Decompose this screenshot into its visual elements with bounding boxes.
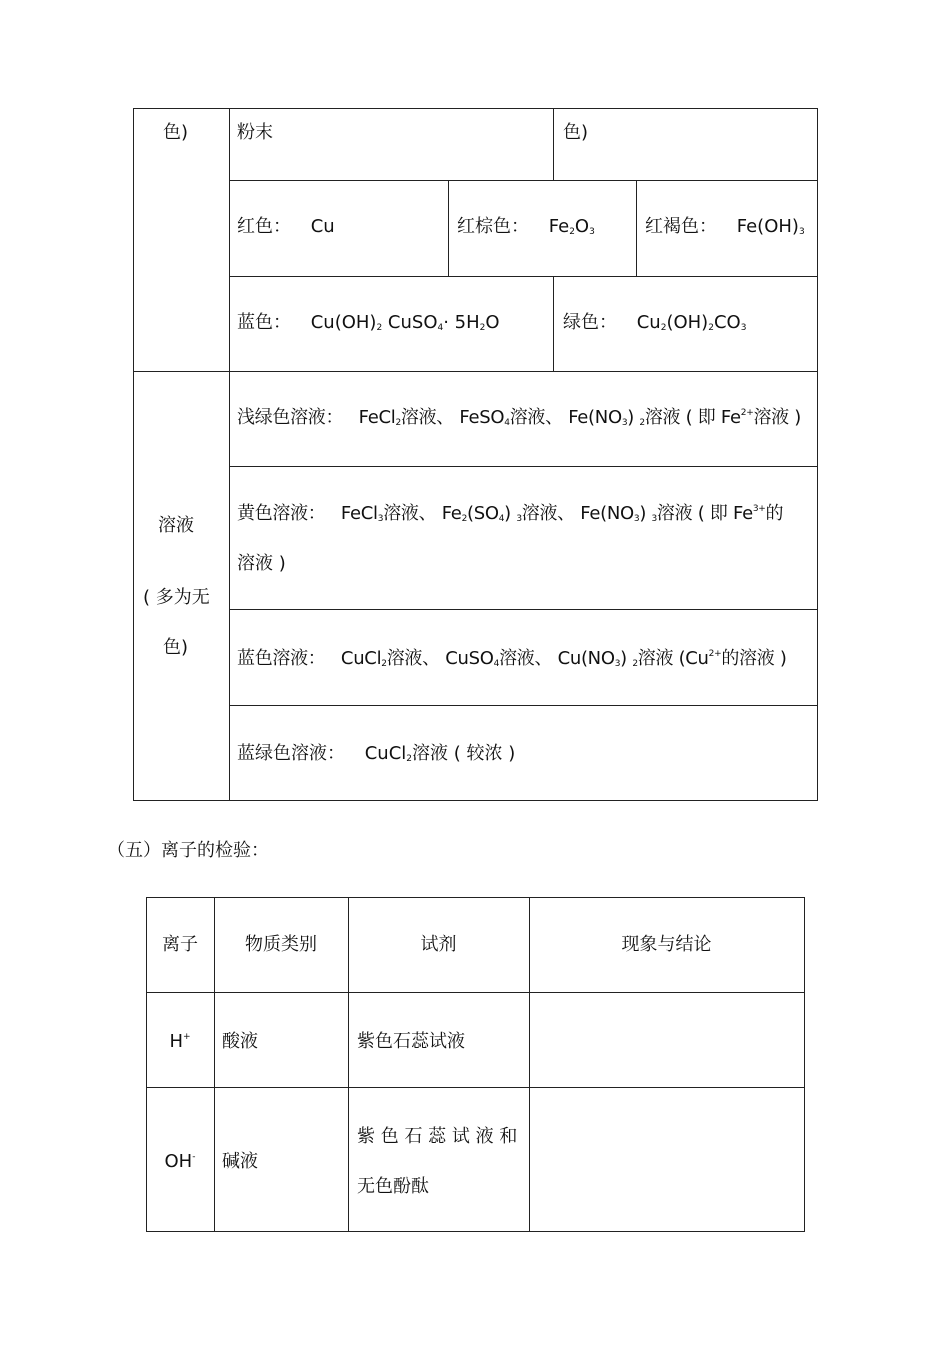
red-formula: Cu: [310, 216, 335, 237]
solid-color-cont-left: 色): [163, 122, 189, 143]
blue-formula: $Cu(OH)_2$ CuSO$_4$· $5H_2O$: [310, 312, 500, 333]
blue-solution-label: 蓝色溶液：: [237, 648, 326, 669]
yellow-label: 黄色溶液：: [237, 503, 326, 524]
reddish-label: 红褐色：: [645, 216, 717, 237]
blue-cell: [237, 312, 500, 334]
yellow-cell: [237, 503, 783, 525]
green-label: 绿色：: [563, 312, 617, 333]
solution-header-line2: ( 多为无: [143, 587, 210, 608]
solid-color-cont-right: 色): [563, 122, 589, 143]
green-formula: $Cu_2(OH)_2CO_3$: [636, 312, 747, 333]
blue-label: 蓝色：: [237, 312, 291, 333]
table-row-reagent-line1: 紫 色 石 蕊 试 液 和: [357, 1126, 518, 1147]
yellow-text-line2: 溶液 ): [237, 553, 286, 574]
reddish-brown-cell: [645, 216, 805, 238]
bluegreen-cell: [237, 743, 515, 765]
yellow-text: FeCl$_3$溶液、 $Fe_2(SO_4)$ $_3$溶液、 $Fe(NO_3)$ $_3$溶液 ( 即 $Fe^{3+}$的: [340, 503, 784, 524]
lightgreen-text: FeCl$_2$溶液、 FeSO$_4$溶液、 $Fe(NO_3)$ $_2$溶液 ( 即 $Fe^{2+}$溶液 ): [358, 407, 801, 428]
redbrown-cell: [457, 216, 595, 238]
table-row-ion-oh: OH-: [164, 1151, 196, 1172]
bluegreen-text: CuCl$_2$溶液 ( 较浓 ): [364, 743, 516, 764]
red-cell: [237, 216, 335, 238]
solution-header-line1: 溶液: [158, 515, 194, 536]
header-ion: 离子: [162, 934, 198, 955]
blue-solution-cell: [237, 648, 787, 670]
lightgreen-label: 浅绿色溶液：: [237, 407, 344, 428]
table-row-category-acid: 酸液: [222, 1031, 258, 1052]
lightgreen-cell: [237, 407, 801, 429]
table-row-reagent-line2: 无色酚酞: [357, 1176, 429, 1197]
header-category: 物质类别: [245, 934, 317, 955]
table-row-ion-h: H+: [169, 1031, 191, 1052]
red-label: 红色：: [237, 216, 291, 237]
blue-solution-text: CuCl$_2$溶液、 CuSO$_4$溶液、 $Cu(NO_3)$ $_2$溶液 ($Cu^{2+}$的溶液 ): [340, 648, 787, 669]
header-result: 现象与结论: [621, 934, 712, 955]
header-reagent: 试剂: [420, 934, 457, 955]
section-title: （五）离子的检验：: [107, 840, 269, 861]
redbrown-formula: $Fe_2O_3$: [548, 216, 595, 237]
bluegreen-label: 蓝绿色溶液：: [237, 743, 345, 764]
table-row-reagent-litmus: 紫色石蕊试液: [357, 1031, 465, 1052]
solution-header-line3: 色): [163, 637, 189, 658]
powder-text: 粉末: [237, 122, 273, 143]
green-cell: [563, 312, 746, 334]
table-row-category-base: 碱液: [222, 1151, 258, 1172]
reddish-formula: $Fe(OH)_3$: [736, 216, 805, 237]
redbrown-label: 红棕色：: [457, 216, 529, 237]
